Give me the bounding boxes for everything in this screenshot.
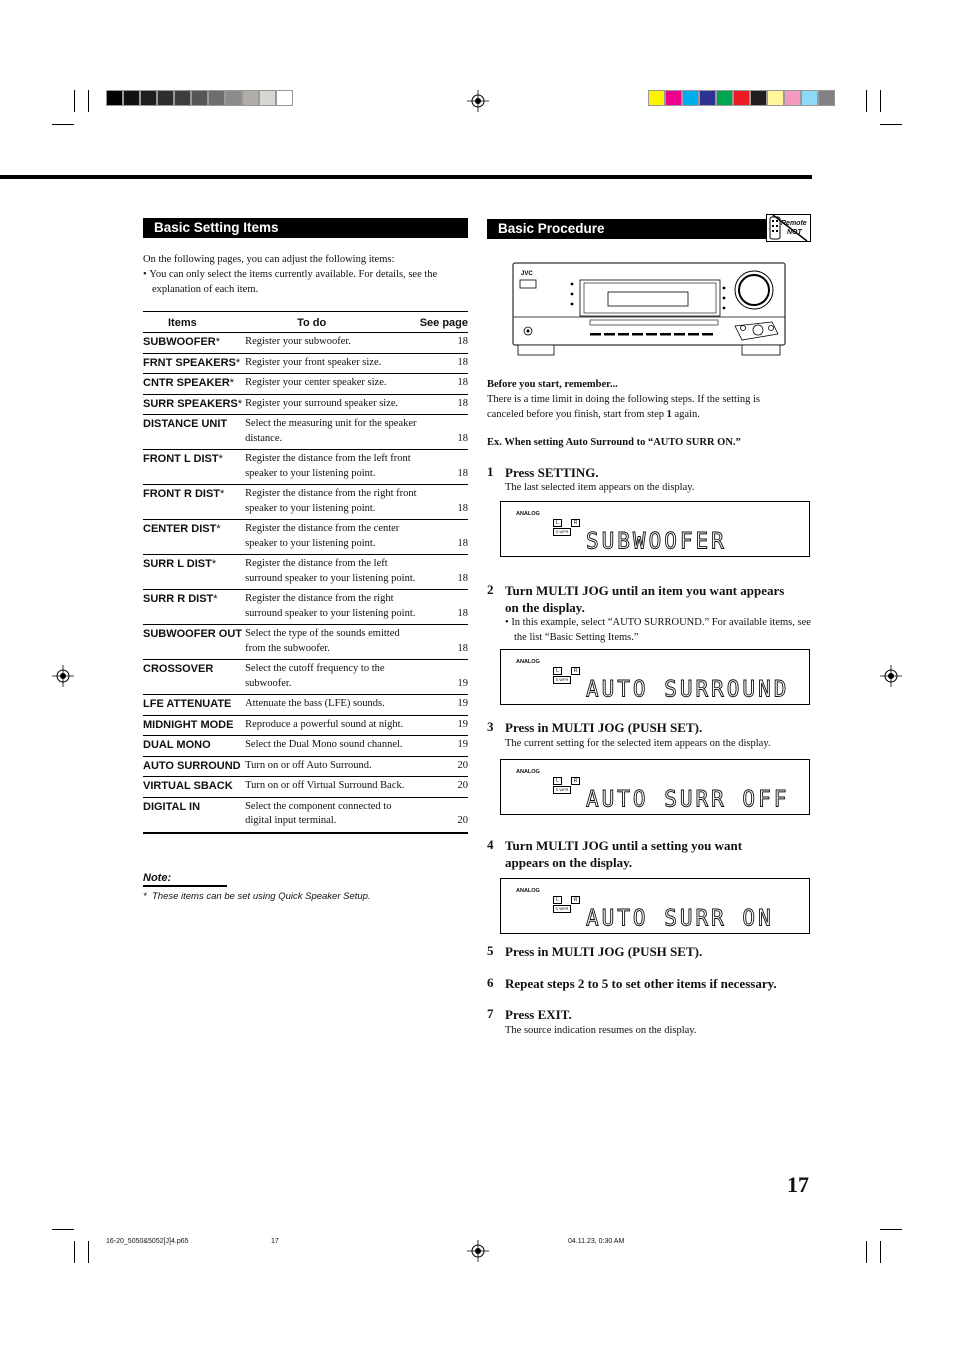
table-row [143,625,468,660]
item-star: * [220,488,225,500]
item-page: 18 [420,394,468,415]
item-label: MIDNIGHT MODE [143,718,234,731]
table-row [143,374,468,395]
color-swatch [682,90,699,106]
color-swatch [140,90,157,106]
before-text [487,392,799,422]
item-todo: Register the distance from the right surround speaker to your listening point. [245,590,420,625]
item-name [143,660,245,695]
item-label: DUAL MONO [143,739,211,751]
note-star: * [143,891,147,902]
receiver-illustration [510,262,788,358]
step-number: 6 [487,975,494,990]
item-star: * [213,593,218,605]
item-todo: Turn on or off Auto Surround. [245,756,420,777]
item-todo: Select the measuring unit for the speaker distance. [245,415,420,450]
registration-mark-icon [467,90,489,112]
item-page: 19 [420,715,468,736]
subwoofer-indicator: S.WFR [553,786,571,794]
item-label: FRONT R DIST [143,488,220,500]
item-label: DIGITAL IN [143,800,201,813]
step-number: 2 [487,582,494,597]
item-page: 18 [420,485,468,520]
item-page: 18 [420,590,468,625]
color-swatch [750,90,767,106]
table-row [143,695,468,716]
color-swatch [191,90,208,106]
step-number: 5 [487,943,494,958]
note-block [143,872,468,902]
color-swatch [174,90,191,106]
step-number: 1 [487,464,494,479]
item-star: * [237,397,243,410]
page-number: 17 [787,1172,809,1197]
item-star: * [211,558,217,570]
item-label: SURR L DIST [143,558,212,570]
note-text: These items can be set using Quick Speaker Setup. [151,891,371,902]
item-todo: Select the type of the sounds emitted from the subwoofer. [245,625,420,660]
col-items: Items [143,312,245,333]
color-swatch [157,90,174,106]
note-text-row [143,891,468,902]
crop-mark [880,90,881,112]
item-page: 18 [420,450,468,485]
step-desc: In this example, select “AUTO SURROUND.” For available items, see the list “Basic Setting Items.” [511,617,811,643]
item-label: DISTANCE UNIT [143,418,228,430]
lcd-text: AUTO SURROUND [586,676,790,702]
item-todo: Register your subwoofer. [245,333,420,354]
item-star: * [235,356,241,369]
item-page: 18 [420,374,468,395]
item-label: AUTO SURROUND [143,759,241,772]
speaker-r-indicator: R [571,896,580,904]
color-swatch [208,90,225,106]
basic-procedure-header: Basic Procedure [487,219,777,239]
crop-mark [52,124,74,125]
table-row [143,353,468,374]
item-label: CENTER DIST [143,523,217,535]
remote-badge-line1: Remote [781,220,807,227]
item-name [143,485,245,520]
color-swatch [699,90,716,106]
footer-file: 16-20_5050&5052[J]4.p65 [106,1238,189,1245]
item-page: 19 [420,695,468,716]
analog-indicator: ANALOG [516,511,540,517]
table-row [143,590,468,625]
remote-not-badge [766,214,811,242]
item-label: FRONT L DIST [143,453,219,465]
item-label: VIRTUAL SBACK [143,780,233,792]
table-row [143,450,468,485]
intro-bullet: • You can only select the items currently available. For details, see the explanation of each item. [143,269,438,295]
color-swatch [784,90,801,106]
step-number: 4 [487,837,494,852]
item-page: 18 [420,625,468,660]
registration-mark-icon [880,665,902,687]
item-todo: Attenuate the bass (LFE) sounds. [245,695,420,716]
item-label: CROSSOVER [143,663,214,675]
step-title: Turn MULTI JOG until a setting you want appears on the display. [505,838,743,870]
lcd-display [500,878,810,934]
item-todo: Register the distance from the left surround speaker to your listening point. [245,555,420,590]
table-row [143,715,468,736]
speaker-l-indicator: L [553,896,562,904]
step-title: Turn MULTI JOG until an item you want appears on the display. [505,583,785,615]
prohibited-slash-icon [767,215,810,241]
color-swatch [716,90,733,106]
item-name [143,625,245,660]
step-title: Press SETTING. [505,465,599,480]
item-page: 20 [420,777,468,798]
item-page: 18 [420,520,468,555]
table-row [143,485,468,520]
before-bold: 1 [666,409,672,420]
color-swatch [225,90,242,106]
lcd-display [500,501,810,557]
item-todo: Turn on or off Virtual Surround Back. [245,777,420,798]
item-label: SURR SPEAKERS [143,397,238,410]
table-row [143,415,468,450]
speaker-r-indicator: R [571,519,580,527]
item-page: 19 [420,736,468,757]
item-name [143,756,245,777]
step-title: Repeat steps 2 to 5 to set other items if necessary. [505,976,777,991]
item-star: * [218,453,223,465]
lcd-display [500,759,810,815]
before-block [487,377,799,450]
item-todo: Register the distance from the right front speaker to your listening point. [245,485,420,520]
before-text-1: There is a time limit in doing the following steps. If the setting is canceled before you finish, start from step [487,394,760,420]
speaker-l-indicator: L [553,777,562,785]
item-name [143,353,245,374]
registration-mark-icon [467,1240,489,1262]
intro-text [143,252,468,297]
item-name [143,333,245,354]
item-page: 20 [420,756,468,777]
item-label: LFE ATTENUATE [143,698,232,710]
item-todo: Reproduce a powerful sound at night. [245,715,420,736]
crop-mark [880,1241,881,1263]
step-number: 7 [487,1006,494,1021]
remote-badge-line2: NOT [787,229,802,236]
subwoofer-indicator: S.WFR [553,676,571,684]
item-page: 20 [420,797,468,833]
step-number: 3 [487,719,494,734]
analog-indicator: ANALOG [516,769,540,775]
item-page: 18 [420,333,468,354]
item-label: FRNT SPEAKERS [143,356,236,369]
registration-mark-icon [52,665,74,687]
before-title: Before you start, remember... [487,379,618,390]
table-row [143,777,468,798]
color-swatch [242,90,259,106]
item-name [143,797,245,833]
crop-mark [866,1241,867,1263]
item-todo: Register your center speaker size. [245,374,420,395]
item-page: 18 [420,555,468,590]
item-todo: Select the component connected to digital input terminal. [245,797,420,833]
step-bullet: • In this example, select “AUTO SURROUND.” For available items, see the list “Basic Setting Items.” [505,617,811,643]
item-todo: Register your front speaker size. [245,353,420,374]
item-star: * [229,377,235,389]
speaker-l-indicator: L [553,519,562,527]
item-todo: Select the cutoff frequency to the subwoofer. [245,660,420,695]
color-swatch [818,90,835,106]
item-name [143,450,245,485]
lcd-text: AUTO SURR OFF [586,786,790,812]
note-title: Note: [143,872,172,884]
item-name [143,374,245,395]
col-todo: To do [245,312,420,333]
table-row [143,520,468,555]
color-swatch [767,90,784,106]
crop-mark [880,1229,902,1230]
item-label: SURR R DIST [143,593,214,605]
speaker-l-indicator: L [553,667,562,675]
step-desc: The last selected item appears on the display. [505,482,695,493]
speaker-r-indicator: R [571,777,580,785]
item-name [143,715,245,736]
intro-line: On the following pages, you can adjust the following items: [143,254,395,265]
item-name [143,590,245,625]
item-todo: Select the Dual Mono sound channel. [245,736,420,757]
color-swatch [123,90,140,106]
step-title: Press in MULTI JOG (PUSH SET). [505,720,703,735]
color-swatch [648,90,665,106]
item-name [143,736,245,757]
crop-mark [88,1241,89,1263]
item-todo: Register the distance from the center speaker to your listening point. [245,520,420,555]
item-star: * [215,336,221,348]
table-header-row [143,312,468,333]
table-row [143,660,468,695]
step-desc: The source indication resumes on the display. [505,1025,697,1036]
step-desc: The current setting for the selected item appears on the display. [505,738,771,749]
color-swatch [801,90,818,106]
color-bar [648,90,835,106]
speaker-r-indicator: R [571,667,580,675]
gray-color-bar [106,90,293,106]
color-swatch [733,90,750,106]
intro-bullet-text: You can only select the items currently available. For details, see the explanation of each item. [149,269,438,295]
crop-mark [74,90,75,112]
item-label: CNTR SPEAKER [143,377,230,389]
step-title: Press in MULTI JOG (PUSH SET). [505,944,703,959]
item-label: SUBWOOFER OUT [143,628,242,640]
table-row [143,333,468,354]
item-name [143,695,245,716]
subwoofer-indicator: S.WFR [553,528,571,536]
crop-mark [88,90,89,112]
item-name [143,555,245,590]
item-page: 18 [420,353,468,374]
item-name [143,415,245,450]
table-row [143,555,468,590]
item-star: * [216,523,221,535]
lcd-text: SUBWOOFER [586,528,727,554]
example-text: Ex. When setting Auto Surround to “AUTO SURR ON.” [487,437,741,448]
item-name [143,520,245,555]
item-todo: Register the distance from the left front speaker to your listening point. [245,450,420,485]
table-row [143,756,468,777]
color-swatch [106,90,123,106]
subwoofer-indicator: S.WFR [553,905,571,913]
lcd-display [500,649,810,705]
top-rule [0,175,812,179]
footer-page: 17 [271,1238,279,1245]
analog-indicator: ANALOG [516,659,540,665]
color-swatch [665,90,682,106]
item-page: 19 [420,660,468,695]
item-name [143,394,245,415]
jvc-logo-text: JVC [521,271,533,277]
color-swatch [259,90,276,106]
before-text-2: again. [674,409,700,420]
settings-table [143,311,468,834]
lcd-text: AUTO SURR ON [586,905,774,931]
item-page: 18 [420,415,468,450]
table-row [143,797,468,833]
col-page: See page [420,312,468,333]
item-label: SUBWOOFER [143,336,216,348]
item-todo: Register your surround speaker size. [245,394,420,415]
item-name [143,777,245,798]
note-underline [143,885,227,887]
analog-indicator: ANALOG [516,888,540,894]
table-row [143,736,468,757]
color-swatch [276,90,293,106]
crop-mark [52,1229,74,1230]
step-title: Press EXIT. [505,1007,572,1022]
crop-mark [880,124,902,125]
basic-setting-items-header: Basic Setting Items [143,218,468,238]
footer-date: 04.11.23, 0:30 AM [568,1238,625,1245]
crop-mark [74,1241,75,1263]
table-row [143,394,468,415]
crop-mark [866,90,867,112]
